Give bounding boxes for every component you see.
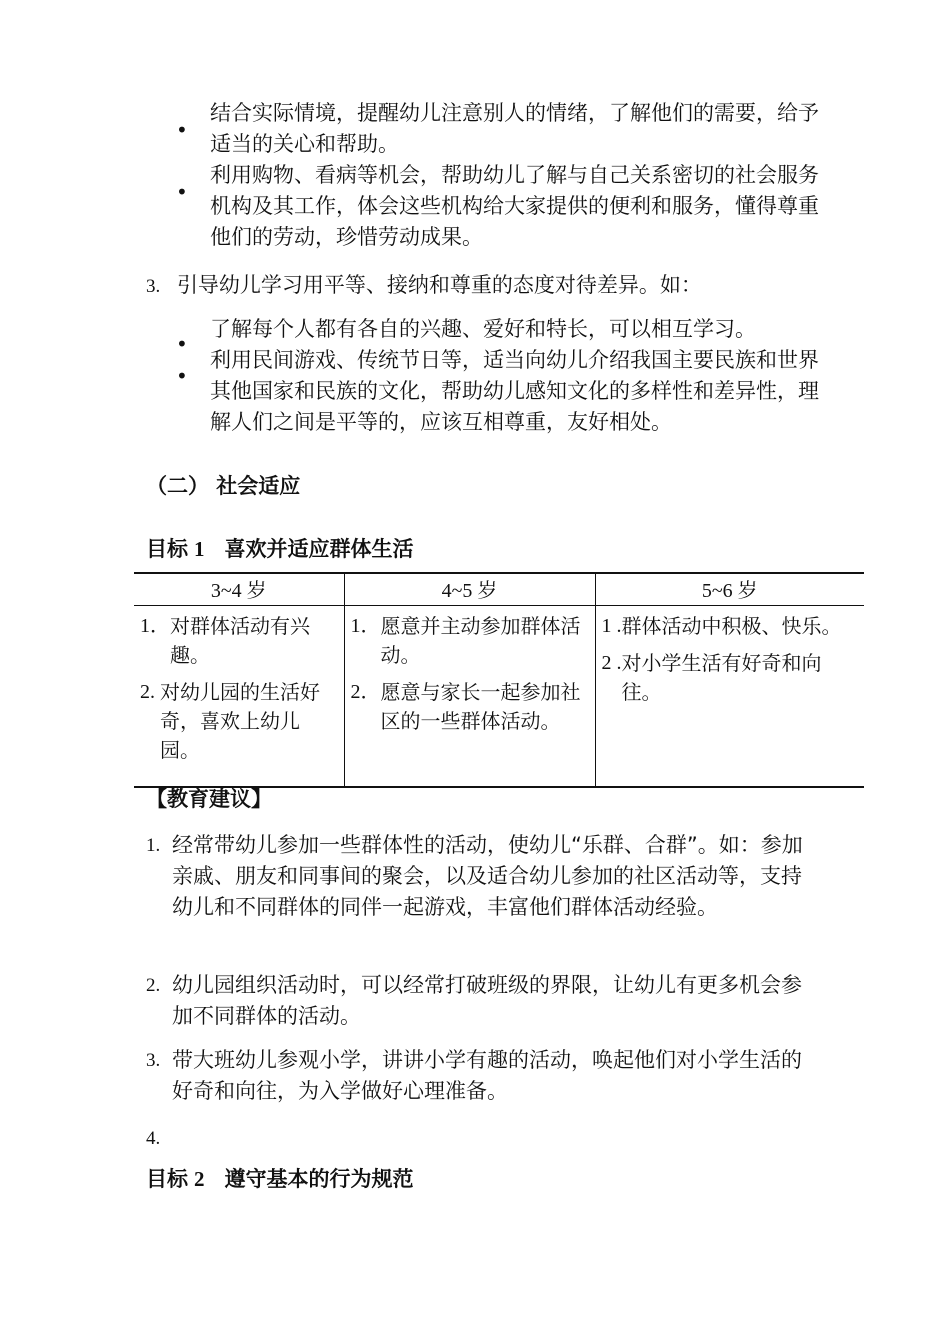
section-title: （二） 社会适应	[146, 474, 301, 498]
item-number: 1.	[146, 835, 161, 856]
edu-item-3	[146, 1045, 816, 1107]
bullet-marker: •	[176, 332, 188, 356]
bullet-item: 利用民间游戏、传统节日等，适当向幼儿介绍我国主要民族和世界其他国家和民族的文化，帮助幼儿感知文化的多样性和差异性，理解人们之间是平等的，应该互相尊重，友好相处。	[210, 348, 819, 434]
list-item	[602, 649, 861, 707]
bullet-item: 利用购物、看病等机会，帮助幼儿了解与自己关系密切的社会服务机构及其工作，体会这些机构给大家提供的便利和服务，懂得尊重他们的劳动，珍惜劳动成果。	[210, 163, 819, 249]
age-header-4-5: 4~5 岁	[344, 573, 595, 606]
item-number: 3.	[146, 1050, 161, 1071]
item-text: 经常带幼儿参加一些群体性的活动，使幼儿“乐群、合群”。如：参加亲戚、朋友和同事间的聚会，以及适合幼儿参加的社区活动等，支持幼儿和不同群体的同伴一起游戏，丰富他们群体活动经验。	[172, 833, 803, 919]
bullet-marker: •	[176, 118, 188, 142]
item-text: 愿意并主动参加群体活动。	[380, 614, 581, 667]
bullet-item: 结合实际情境，提醒幼儿注意别人的情绪，了解他们的需要，给予适当的关心和帮助。	[210, 101, 819, 156]
edu-item-2	[146, 970, 816, 1032]
list-item	[351, 612, 591, 670]
item-number: 2．	[350, 681, 381, 703]
item-number: 1 .	[601, 615, 622, 637]
table-cell-4-5	[344, 606, 595, 788]
item-number: 4.	[146, 1128, 161, 1149]
goal-label: 目标	[146, 537, 188, 561]
edu-suggestions-title: 【教育建议】	[146, 787, 272, 811]
goal-title: 喜欢并适应群体生活	[224, 537, 414, 561]
list-item	[140, 678, 340, 765]
goal-1-heading	[146, 533, 414, 563]
item-text: 对群体活动有兴趣。	[170, 614, 310, 667]
table-row	[134, 606, 864, 788]
item-number: 3.	[146, 276, 161, 297]
item-text: 对幼儿园的生活好奇，喜欢上幼儿园。	[160, 680, 320, 762]
item-text: 愿意与家长一起参加社区的一些群体活动。	[380, 680, 581, 733]
bullet-marker: •	[176, 180, 188, 204]
list-item	[140, 612, 340, 670]
goal-number: 2	[194, 1167, 205, 1191]
goal-2-heading	[146, 1163, 414, 1193]
edu-item-1	[146, 830, 816, 923]
goal-label: 目标	[146, 1167, 188, 1191]
goal-title: 遵守基本的行为规范	[224, 1167, 414, 1191]
goal-number: 1	[194, 537, 205, 561]
bullet-item: 了解每个人都有各自的兴趣、爱好和特长，可以相互学习。	[210, 317, 756, 341]
item-text: 带大班幼儿参观小学，讲讲小学有趣的活动，唤起他们对小学生活的好奇和向往，为入学做好心理准备。	[172, 1048, 802, 1103]
goal-1-table	[134, 572, 864, 788]
item-number: 2.	[146, 975, 161, 996]
item-number: 2 .	[601, 652, 622, 674]
age-header-3-4: 3~4 岁	[134, 573, 344, 606]
list-item	[351, 678, 591, 736]
bullet-marker: •	[176, 364, 188, 388]
item-text: 对小学生活有好奇和向往。	[621, 651, 822, 704]
list-item	[602, 612, 861, 641]
item-text: 幼儿园组织活动时，可以经常打破班级的界限，让幼儿有更多机会参加不同群体的活动。	[172, 973, 802, 1028]
item-text	[172, 1123, 816, 1154]
item-number: 1．	[350, 615, 381, 637]
numbered-item-3	[146, 270, 846, 302]
item-number: 2.	[140, 681, 160, 703]
edu-item-4	[146, 1123, 816, 1154]
table-cell-3-4	[134, 606, 344, 788]
table-cell-5-6	[595, 606, 864, 788]
item-text: 引导幼儿学习用平等、接纳和尊重的态度对待差异。如：	[176, 273, 702, 297]
item-number: 1．	[140, 615, 170, 637]
age-header-5-6: 5~6 岁	[595, 573, 864, 606]
item-text: 群体活动中积极、快乐。	[621, 614, 842, 638]
table-header-row	[134, 573, 864, 606]
